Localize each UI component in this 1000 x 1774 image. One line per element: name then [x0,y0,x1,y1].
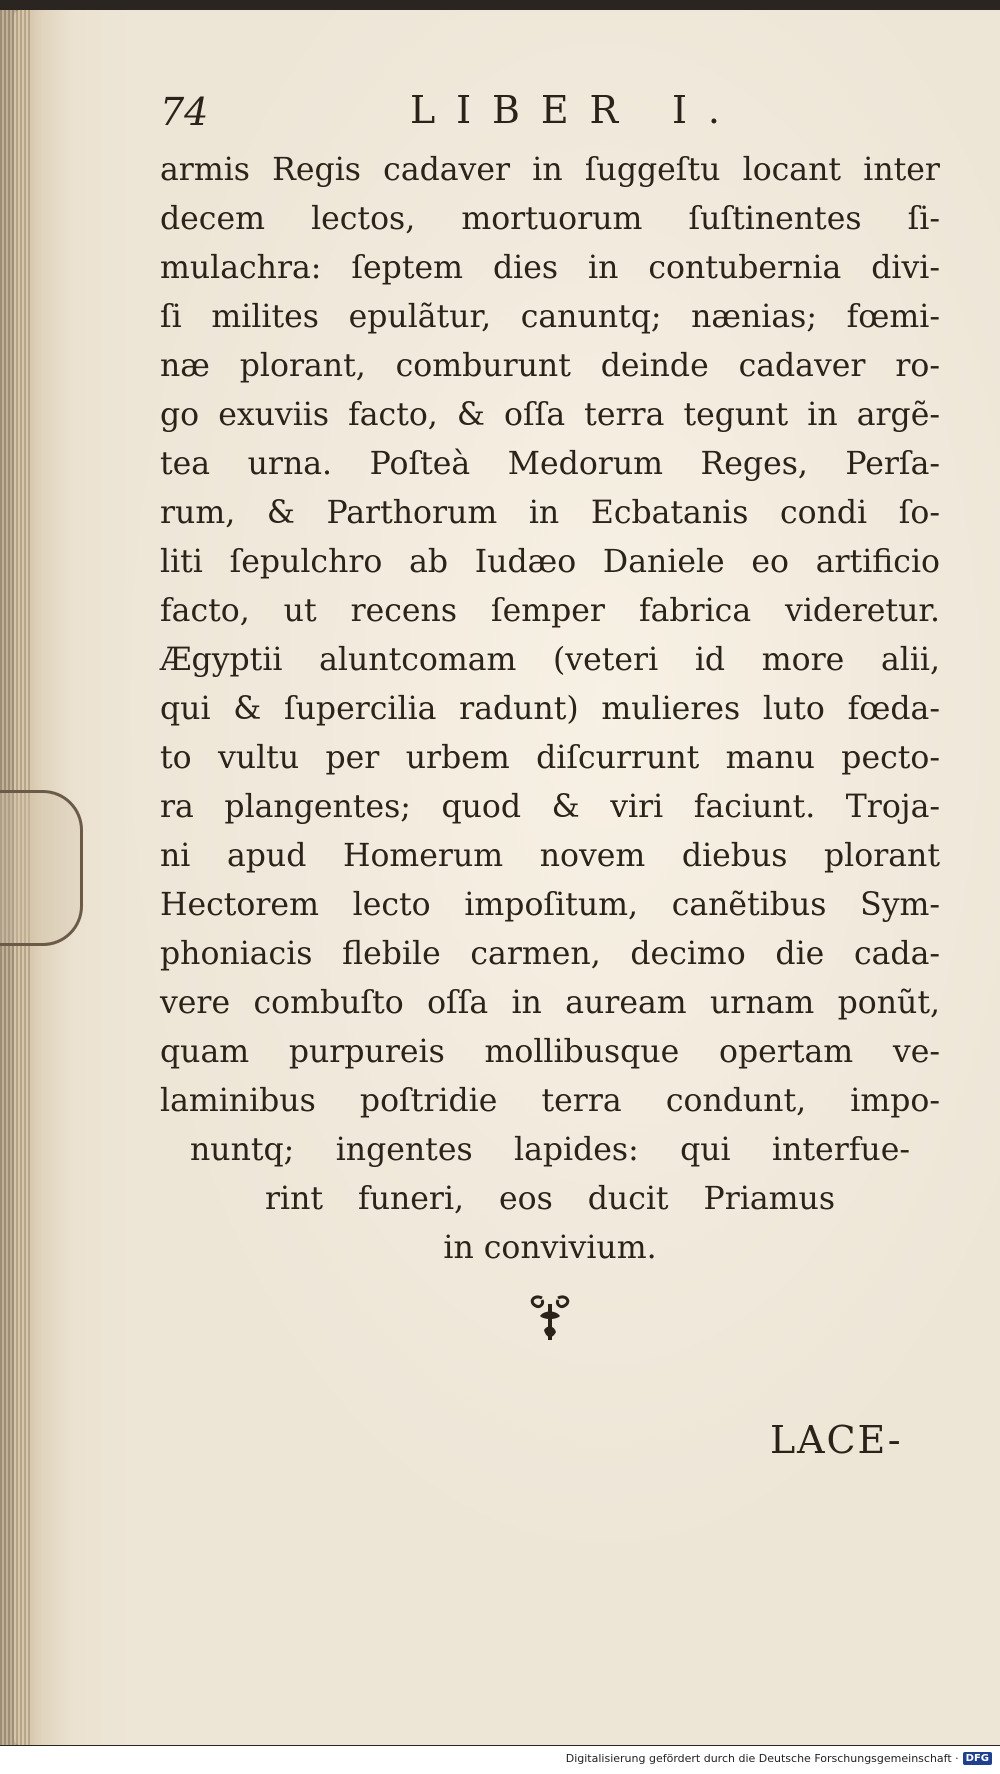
text-line: ni apud Homerum novem diebus plorant [160,838,940,874]
text-line: in convivium. [443,1230,657,1266]
page-number: 74 [160,90,209,134]
text-line: phoniacis flebile carmen, decimo die cada- [160,936,940,972]
text-line: qui & ſupercilia radunt) mulieres luto fœda- [160,691,940,727]
text-line: næ plorant, comburunt deinde cadaver ro- [160,348,940,384]
dfg-logo: DFG [963,1752,992,1765]
page-header [160,78,920,138]
text-line: ſi milites epulãtur, canuntq; nænias; fœmi- [160,299,940,335]
text-line: decem lectos, mortuorum ſuſtinentes ſi- [160,201,940,237]
body-text [160,146,940,1273]
book-clasp [0,790,83,946]
text-line: laminibus poſtridie terra condunt, impo- [160,1083,940,1119]
credit-text: Digitalisierung gefördert durch die Deutsche Forschungsgemeinschaft · [565,1752,959,1765]
text-line: quam purpureis mollibusque opertam ve- [160,1034,940,1070]
text-line: facto, ut recens ſemper fabrica videretur. [160,593,940,629]
text-line: rum, & Parthorum in Ecbatanis condi ſo- [160,495,940,531]
text-line: Hectorem lecto impoſitum, canẽtibus Sym- [160,887,940,923]
text-line: ra plangentes; quod & viri faciunt. Troja- [160,789,940,825]
text-line: armis Regis cadaver in ſuggeſtu locant inter [160,152,940,188]
text-line: rint funeri, eos ducit Priamus [265,1181,835,1217]
text-line: vere combuſto oſſa in auream urnam ponũt, [160,985,940,1021]
floral-ornament-icon [520,1290,580,1350]
digitization-credit [566,1752,992,1765]
text-line: mulachra: ſeptem dies in contubernia divi- [160,250,940,286]
text-line: nuntq; ingentes lapides: qui interfue- [190,1132,910,1168]
running-title: LIBER I. [410,88,741,132]
text-line: tea urna. Poſteà Medorum Reges, Perſa- [160,446,940,482]
text-line: Ægyptii aluntcomam (veteri id more alii, [160,642,940,678]
text-line: go exuviis facto, & oſſa terra tegunt in argẽ- [160,397,940,433]
text-line: liti ſepulchro ab Iudæo Daniele eo artificio [160,544,940,580]
catchword: LACE- [770,1418,903,1462]
text-line: to vultu per urbem diſcurrunt manu pecto- [160,740,940,776]
